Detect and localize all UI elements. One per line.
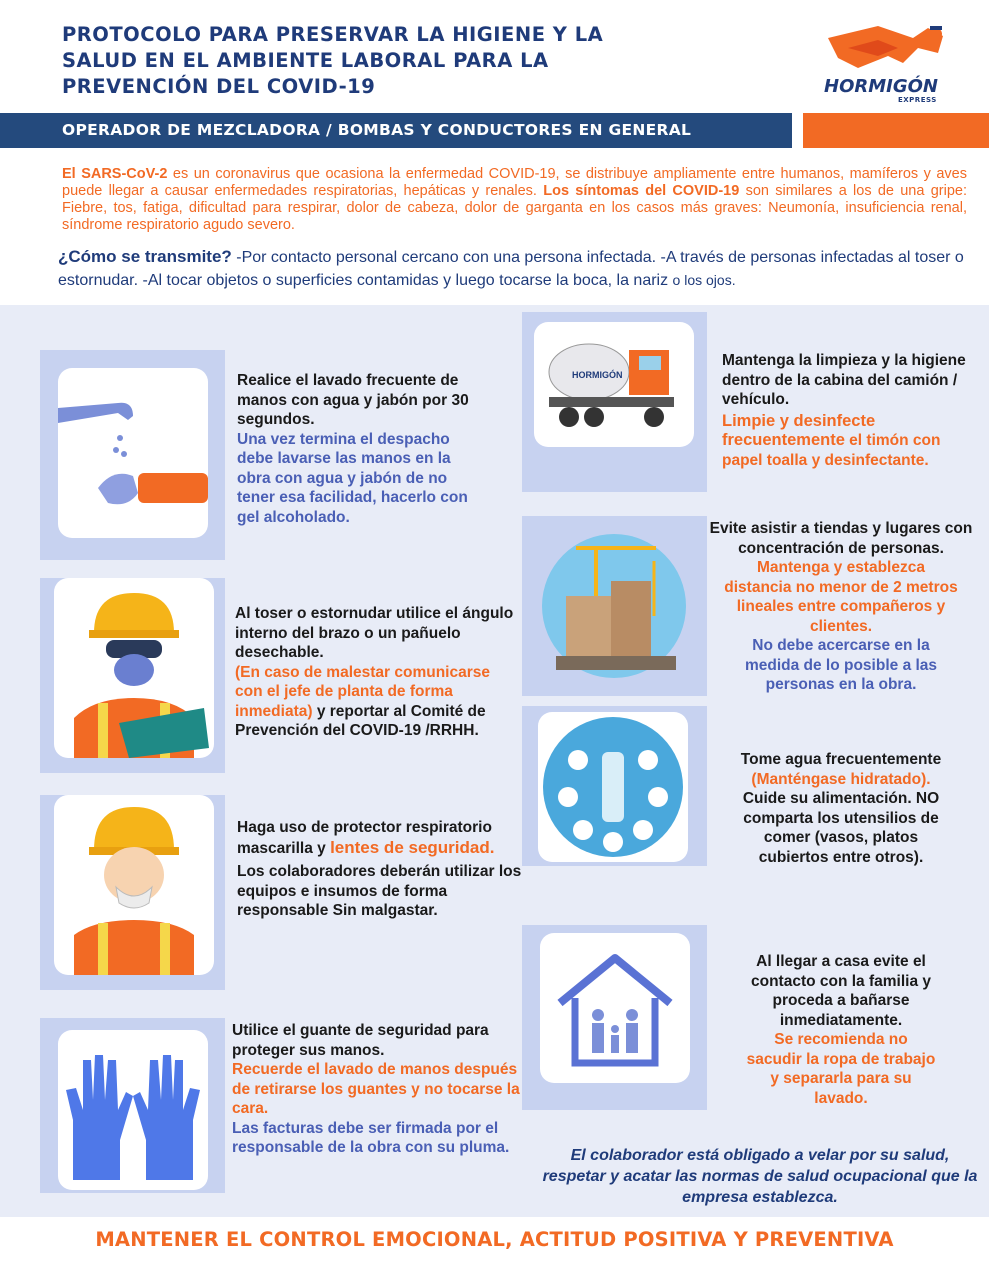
- mask-instruction: Haga uso de protector respiratorio mascarilla y: [237, 819, 492, 857]
- gloves-warning: Recuerde el lavado de manos después de retirarse los guantes y no tocarse la cara.: [232, 1061, 520, 1117]
- crowd-instruction: Evite asistir a tiendas y lugares con concentración de personas.: [709, 520, 973, 557]
- worker-mask-icon: [54, 795, 214, 975]
- construction-site-icon: [536, 526, 692, 686]
- intro-paragraph: [62, 166, 967, 234]
- mask-card-text: [237, 818, 522, 921]
- footer-slogan: MANTENER EL CONTROL EMOCIONAL, ACTITUD POSITIVA Y PREVENTIVA: [95, 1228, 894, 1251]
- gloves-card-frame: [40, 1018, 225, 1193]
- crowd-card-text: [706, 519, 976, 695]
- intro-virus-name: El SARS-CoV-2: [62, 166, 168, 182]
- water-card-frame: [522, 706, 707, 866]
- intro-symptoms-label: Los síntomas del COVID-19: [543, 183, 740, 199]
- cough-card-text: [235, 604, 520, 741]
- wash-instruction: Realice el lavado frecuente de manos con agua y jabón por 30 segundos.: [237, 372, 469, 428]
- accent-bar: [803, 113, 989, 148]
- closing-statement: El colaborador está obligado a velar por su salud, respetar y acatar las normas de salud ocupacional que la empresa establezca.: [542, 1147, 978, 1206]
- logo-graphic: [818, 18, 958, 78]
- crowd-card-frame: [522, 516, 707, 696]
- intro-text-2: son similares a los de una gripe: Fiebre, tos, fatiga, dificultad para respirar, dolor de cabeza, dolor de garganta en los casos más graves: Neumonía, insuficiencia renal, síndrome respiratorio agudo severo.: [62, 183, 967, 233]
- water-instruction: Tome agua frecuentemente: [740, 751, 942, 768]
- mixer-truck-icon: [534, 322, 694, 447]
- mask-glasses: lentes de seguridad.: [330, 837, 495, 857]
- truck-logo-label: HORMIGÓN: [572, 370, 623, 380]
- hydration-icon: [538, 712, 688, 862]
- cough-warning: (En caso de malestar comunicarse con el jefe de planta de forma inmediata): [235, 663, 491, 720]
- wash-note: Una vez termina el despacho debe lavarse las manos en la obra con agua y jabón de no tener esa facilidad, hacerlo con gel alcoholado.: [237, 430, 468, 526]
- logo-sub: EXPRESS: [898, 96, 937, 104]
- subheader-title: OPERADOR DE MEZCLADORA / BOMBAS Y CONDUCTORES EN GENERAL: [62, 121, 692, 139]
- mask-note: Los colaboradores deberán utilizar los equipos e insumos de forma responsable Sin malgastar.: [237, 863, 522, 919]
- intro-text-1: es un coronavirus que ocasiona la enfermedad COVID-19, se distribuye ampliamente entre humanos, mamíferos y aves puede llegar a causar enfermedades respiratorias, hepáticas y renales.: [62, 166, 968, 199]
- truck-card-frame: [522, 312, 707, 492]
- home-card-text: [706, 952, 976, 1108]
- title-line-1: PROTOCOLO PARA PRESERVAR LA HIGIENE Y LA: [62, 23, 604, 46]
- gloves-icon: [58, 1030, 208, 1190]
- transmission-question: ¿Cómo se transmite?: [58, 247, 232, 266]
- truck-card-text: [722, 351, 972, 470]
- worker-cough-icon: [54, 578, 214, 758]
- truck-disinfect: Limpie y desinfecte frecuentemente: [722, 411, 876, 449]
- mask-card-frame: [40, 795, 225, 990]
- subheader-bar: [0, 113, 792, 148]
- home-instruction: Al llegar a casa evite el contacto con la familia y proceda a bañarse inmediatamente.: [750, 953, 932, 1029]
- title-line-2: SALUD EN EL AMBIENTE LABORAL PARA LA: [62, 49, 549, 72]
- company-logo: [818, 18, 958, 110]
- family-home-icon: [540, 933, 690, 1083]
- gloves-card-text: [232, 1021, 522, 1158]
- cough-instruction: Al toser o estornudar utilice el ángulo interno del brazo o un pañuelo desechable.: [235, 605, 514, 661]
- transmission-tail: o los ojos.: [672, 272, 736, 288]
- gloves-instruction: Utilice el guante de seguridad para proteger sus manos.: [232, 1022, 489, 1059]
- cough-card-frame: [40, 578, 225, 773]
- truck-instruction: Mantenga la limpieza y la higiene dentro de la cabina del camión / vehículo.: [722, 352, 966, 408]
- water-note: Cuide su alimentación. NO comparta los utensilios de comer (vasos, platos cubiertos entre otros).: [742, 790, 940, 866]
- page-title: [62, 22, 762, 100]
- wash-card-text: [237, 371, 482, 527]
- wash-card-frame: [40, 350, 225, 560]
- home-card-frame: [522, 925, 707, 1110]
- crowd-distance: Mantenga y establezca distancia no menor de 2 metros lineales entre compañeros y clientes.: [724, 559, 958, 635]
- title-line-3: PREVENCIÓN DEL COVID-19: [62, 75, 376, 98]
- cough-report: y reportar al Comité de Prevención del COVID-19 /RRHH.: [235, 702, 486, 739]
- hand-washing-icon: [58, 368, 208, 538]
- transmission-section: [58, 246, 978, 292]
- truck-disinfect-tail: el timón con papel toalla y desinfectante.: [722, 432, 941, 469]
- transmission-text: -Por contacto personal cercano con una persona infectada. -A través de personas infectadas al toser o estornudar. -Al tocar objetos o superficies contamidas y luego tocarse la boca, la nariz: [58, 249, 964, 289]
- gloves-note: Las facturas debe ser firmada por el responsable de la obra con su pluma.: [232, 1119, 510, 1156]
- home-note: Se recomienda no sacudir la ropa de trabajo y separarla para su lavado.: [746, 1031, 936, 1107]
- crowd-note: No debe acercarse en la medida de lo posible a las personas en la obra.: [744, 637, 938, 693]
- water-card-text: [706, 750, 976, 867]
- logo-brand: HORMIGÓN: [824, 76, 938, 97]
- water-hydrate: (Manténgase hidratado).: [751, 770, 931, 788]
